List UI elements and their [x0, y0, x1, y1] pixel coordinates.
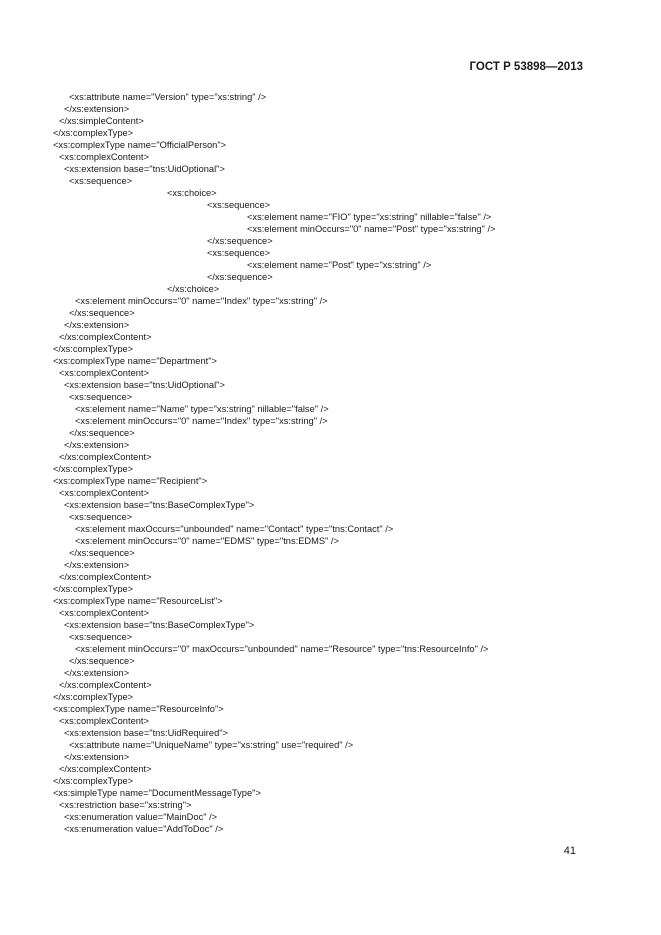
code-line: </xs:complexType>: [53, 584, 134, 594]
code-line: <xs:sequence>: [69, 512, 133, 522]
code-line: </xs:extension>: [64, 320, 130, 330]
code-line: <xs:extension base="tns:UidOptional">: [64, 164, 225, 174]
page-number: 41: [563, 845, 576, 857]
code-line: </xs:complexType>: [53, 344, 134, 354]
code-line: <xs:extension base="tns:UidRequired">: [64, 728, 228, 738]
code-line: <xs:element minOccurs="0" name="EDMS" type="tns:EDMS" />: [75, 536, 339, 546]
code-line: </xs:complexType>: [53, 128, 134, 138]
code-line: <xs:element minOccurs="0" name="Post" type="xs:string" />: [247, 224, 496, 234]
code-line: </xs:extension>: [64, 668, 130, 678]
code-line: </xs:complexContent>: [59, 572, 152, 582]
code-line: <xs:complexType name="Recipient">: [53, 476, 208, 486]
code-line: </xs:complexContent>: [59, 764, 152, 774]
code-line: </xs:sequence>: [69, 428, 135, 438]
code-line: </xs:extension>: [64, 560, 130, 570]
code-line: <xs:choice>: [167, 188, 217, 198]
code-line: <xs:complexContent>: [59, 152, 149, 162]
code-line: <xs:complexType name="OfficialPerson">: [53, 140, 227, 150]
code-line: <xs:sequence>: [207, 248, 271, 258]
code-line: <xs:element minOccurs="0" name="Index" type="xs:string" />: [75, 296, 328, 306]
code-line: <xs:enumeration value="MainDoc" />: [64, 812, 218, 822]
code-line: <xs:element minOccurs="0" maxOccurs="unbounded" name="Resource" type="tns:ResourceInfo" />: [75, 644, 489, 654]
code-line: <xs:sequence>: [69, 176, 133, 186]
code-line: </xs:sequence>: [69, 656, 135, 666]
code-line: <xs:attribute name="UniqueName" type="xs:string" use="required" />: [69, 740, 354, 750]
code-line: <xs:extension base="tns:BaseComplexType">: [64, 620, 255, 630]
code-line: <xs:attribute name="Version" type="xs:string" />: [69, 92, 267, 102]
code-line: </xs:complexType>: [53, 464, 134, 474]
code-line: <xs:element name="Name" type="xs:string" nillable="false" />: [75, 404, 329, 414]
code-line: <xs:sequence>: [207, 200, 271, 210]
code-line: </xs:sequence>: [69, 548, 135, 558]
code-line: <xs:enumeration value="AddToDoc" />: [64, 824, 224, 834]
code-line: <xs:complexContent>: [59, 368, 149, 378]
code-line: <xs:complexType name="ResourceInfo">: [53, 704, 224, 714]
code-line: <xs:element minOccurs="0" name="Index" type="xs:string" />: [75, 416, 328, 426]
code-line: <xs:element name="FIO" type="xs:string" nillable="false" />: [247, 212, 492, 222]
standard-header: ГОСТ Р 53898—2013: [469, 61, 583, 73]
code-line: <xs:element name="Post" type="xs:string" />: [247, 260, 432, 270]
code-line: <xs:sequence>: [69, 392, 133, 402]
code-line: <xs:restriction base="xs:string">: [59, 800, 192, 810]
code-line: <xs:extension base="tns:UidOptional">: [64, 380, 225, 390]
code-line: </xs:complexType>: [53, 776, 134, 786]
code-line: </xs:choice>: [167, 284, 220, 294]
code-line: <xs:complexContent>: [59, 608, 149, 618]
code-line: </xs:sequence>: [207, 272, 273, 282]
code-line: <xs:complexContent>: [59, 488, 149, 498]
code-line: </xs:simpleContent>: [59, 116, 144, 126]
code-line: </xs:complexContent>: [59, 452, 152, 462]
code-line: <xs:extension base="tns:BaseComplexType">: [64, 500, 255, 510]
code-line: </xs:complexContent>: [59, 680, 152, 690]
code-line: <xs:simpleType name="DocumentMessageType">: [53, 788, 261, 798]
code-line: <xs:sequence>: [69, 632, 133, 642]
code-line: </xs:complexType>: [53, 692, 134, 702]
code-line: <xs:complexType name="ResourceList">: [53, 596, 223, 606]
code-line: <xs:element maxOccurs="unbounded" name="Contact" type="tns:Contact" />: [75, 524, 394, 534]
code-line: </xs:complexContent>: [59, 332, 152, 342]
code-line: </xs:extension>: [64, 752, 130, 762]
code-line: </xs:sequence>: [207, 236, 273, 246]
code-line: </xs:extension>: [64, 104, 130, 114]
code-line: </xs:sequence>: [69, 308, 135, 318]
code-line: <xs:complexType name="Department">: [53, 356, 217, 366]
code-line: </xs:extension>: [64, 440, 130, 450]
code-line: <xs:complexContent>: [59, 716, 149, 726]
